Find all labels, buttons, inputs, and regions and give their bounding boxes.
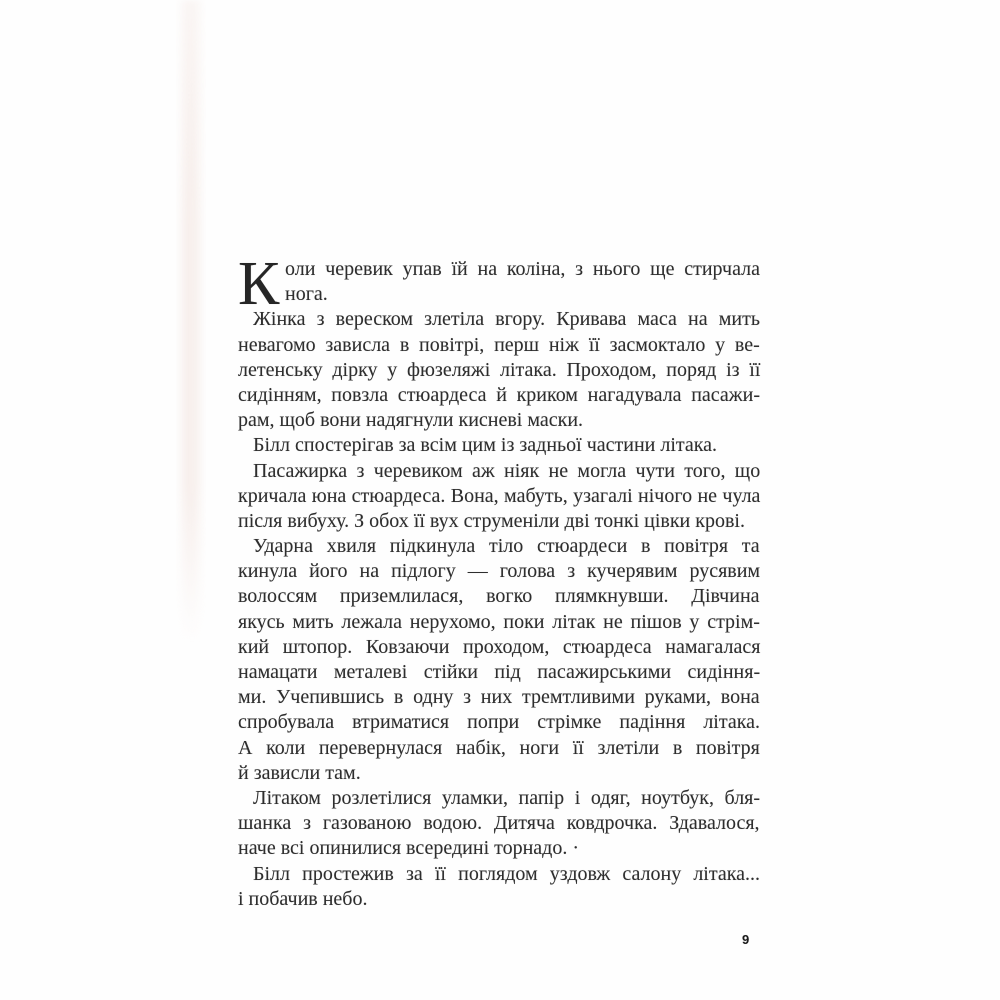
text-line: Пасажирка з черевиком аж ніяк не могла чути того, що bbox=[253, 459, 761, 482]
paragraph bbox=[238, 862, 760, 912]
paragraph bbox=[238, 433, 760, 458]
text-line: Літаком розлетілися уламки, папір і одяг, ноутбук, бля- bbox=[253, 786, 761, 809]
text-line: наче всі опинилися всередині торнадо. · bbox=[238, 837, 580, 860]
text-line: летенську дірку у фюзеляжі літака. Проходом, поряд із її bbox=[238, 358, 761, 381]
text-line: Білл простежив за її поглядом уздовж салону літака... bbox=[253, 862, 761, 885]
text-line: нога. bbox=[285, 283, 328, 306]
text-line: невагомо зависла в повітрі, перш ніж її засмоктало у ве- bbox=[238, 333, 760, 356]
text-line: і побачив небо. bbox=[238, 887, 368, 910]
text-line: Жінка з вереском злетіла вгору. Кривава маса на мить bbox=[253, 308, 760, 331]
text-line: рам, щоб вони надягнули кисневі маски. bbox=[238, 409, 584, 432]
text-line: намацати металеві стійки під пасажирськими сидіння- bbox=[238, 661, 761, 683]
paragraph bbox=[238, 307, 760, 433]
text-line: ми. Учепившись в одну з них тремтливими руками, вона bbox=[238, 686, 760, 709]
text-line: оли черевик упав їй на коліна, з нього ще стирчала bbox=[285, 258, 761, 280]
drop-cap: К bbox=[238, 250, 280, 318]
text-line: кий штопор. Ковзаючи проходом, стюардеса намагалася bbox=[238, 635, 761, 658]
text-line: спробувала втриматися попри стрімке падіння літака. bbox=[238, 711, 761, 734]
paragraph bbox=[238, 250, 761, 318]
text-line: й зависли там. bbox=[238, 761, 361, 784]
paragraph bbox=[238, 459, 760, 535]
paragraph bbox=[238, 534, 760, 786]
text-line: після вибуху. З обох її вух струменіли дві тонкі цівки крові. bbox=[238, 509, 745, 532]
paragraph bbox=[238, 786, 760, 862]
text-line: кинула його на підлогу — голова з кучерявим русявим bbox=[238, 560, 761, 583]
text-line: сидінням, повзла стюардеса й криком нагадувала пасажи- bbox=[238, 383, 760, 406]
text-line: Білл спостерігав за всім цим із задньої частини літака. bbox=[253, 434, 718, 457]
text-line: якусь мить лежала нерухомо, поки літак не пішов у стрім- bbox=[238, 610, 760, 633]
text-line: А коли перевернулася набік, ноги її злетіли в повітря bbox=[238, 736, 760, 759]
page-text bbox=[238, 250, 761, 912]
page-number: 9 bbox=[742, 932, 750, 947]
text-line: кричала юна стюардеса. Вона, мабуть, узагалі нічого не чула bbox=[238, 484, 761, 507]
text-line: Ударна хвиля підкинула тіло стюардеси в повітря та bbox=[253, 535, 760, 558]
page-gutter-shadow bbox=[176, 0, 206, 645]
text-line: шанка з газованою водою. Дитяча ковдрочка. Здавалося, bbox=[238, 812, 760, 835]
text-line: волоссям приземлилася, вогко плямкнувши. Дівчина bbox=[238, 585, 760, 608]
